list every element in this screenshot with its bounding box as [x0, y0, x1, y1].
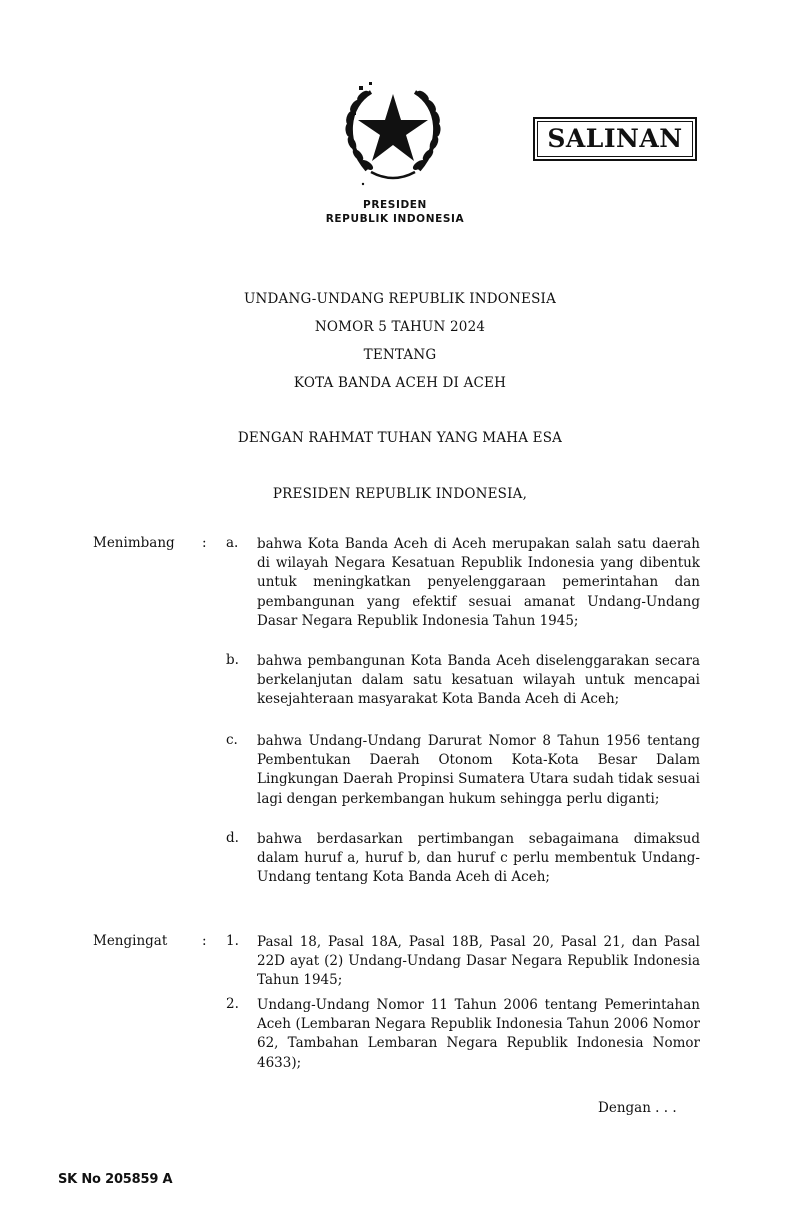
menimbang-colon: : — [202, 535, 207, 551]
title-law: UNDANG-UNDANG REPUBLIK INDONESIA — [243, 291, 557, 307]
issuer-line: PRESIDEN REPUBLIK INDONESIA, — [272, 486, 528, 502]
mengingat-label: Mengingat — [93, 933, 168, 949]
menimbang-item-b: bahwa pembangunan Kota Banda Aceh diselenggarakan secara berkelanjutan dalam satu kesatuan wilayah untuk mencapai kesejahteraan masyarakat Kota Banda Aceh di Aceh; — [257, 653, 700, 708]
next-page-catchword: Dengan . . . — [598, 1100, 677, 1116]
menimbang-label: Menimbang — [93, 535, 175, 551]
menimbang-item-d: bahwa berdasarkan pertimbangan sebagaimana dimaksud dalam huruf a, huruf b, dan huruf c perlu membentuk Undang-Undang tentang Kota Banda Aceh di Aceh; — [257, 831, 700, 886]
mengingat-marker-1: 1. — [226, 933, 239, 949]
blessing-line: DENGAN RAHMAT TUHAN YANG MAHA ESA — [237, 430, 563, 446]
salinan-stamp: SALINAN — [533, 117, 697, 161]
caption-line-president: PRESIDEN — [363, 199, 427, 211]
menimbang-item-a: bahwa Kota Banda Aceh di Aceh merupakan salah satu daerah di wilayah Negara Kesatuan Republik Indonesia yang dibentuk untuk meningkatkan penyelenggaraan pemerintahan dan pembangunan yang efektif sesuai amanat Undang-Undang Dasar Negara Republik Indonesia Tahun 1945; — [257, 536, 700, 629]
title-number: NOMOR 5 TAHUN 2024 — [314, 319, 486, 335]
menimbang-marker-c: c. — [226, 732, 238, 748]
document-code: SK No 205859 A — [58, 1172, 173, 1187]
menimbang-marker-a: a. — [226, 535, 239, 551]
title-subject: KOTA BANDA ACEH DI ACEH — [293, 375, 507, 391]
mengingat-item-1: Pasal 18, Pasal 18A, Pasal 18B, Pasal 20, Pasal 21, dan Pasal 22D ayat (2) Undang-Undang Dasar Negara Republik Indonesia Tahun 1945; — [257, 934, 700, 989]
menimbang-marker-d: d. — [226, 830, 239, 846]
menimbang-marker-b: b. — [226, 652, 239, 668]
president-caption — [280, 198, 510, 226]
mengingat-item-2: Undang-Undang Nomor 11 Tahun 2006 tentang Pemerintahan Aceh (Lembaran Negara Republik Indonesia Tahun 2006 Nomor 62, Tambahan Lembaran Negara Republik Indonesia Nomor 4633); — [257, 997, 700, 1071]
mengingat-marker-2: 2. — [226, 996, 239, 1012]
mengingat-colon: : — [202, 933, 207, 949]
title-about: TENTANG — [363, 347, 437, 363]
garuda-star-emblem-icon — [333, 72, 453, 190]
caption-line-republic: REPUBLIK INDONESIA — [325, 213, 465, 225]
menimbang-item-c: bahwa Undang-Undang Darurat Nomor 8 Tahun 1956 tentang Pembentukan Daerah Otonom Kota-Kota Besar Dalam Lingkungan Daerah Propinsi Sumatera Utara sudah tidak sesuai lagi dengan perkembangan hukum sehingga perlu diganti; — [257, 733, 700, 807]
